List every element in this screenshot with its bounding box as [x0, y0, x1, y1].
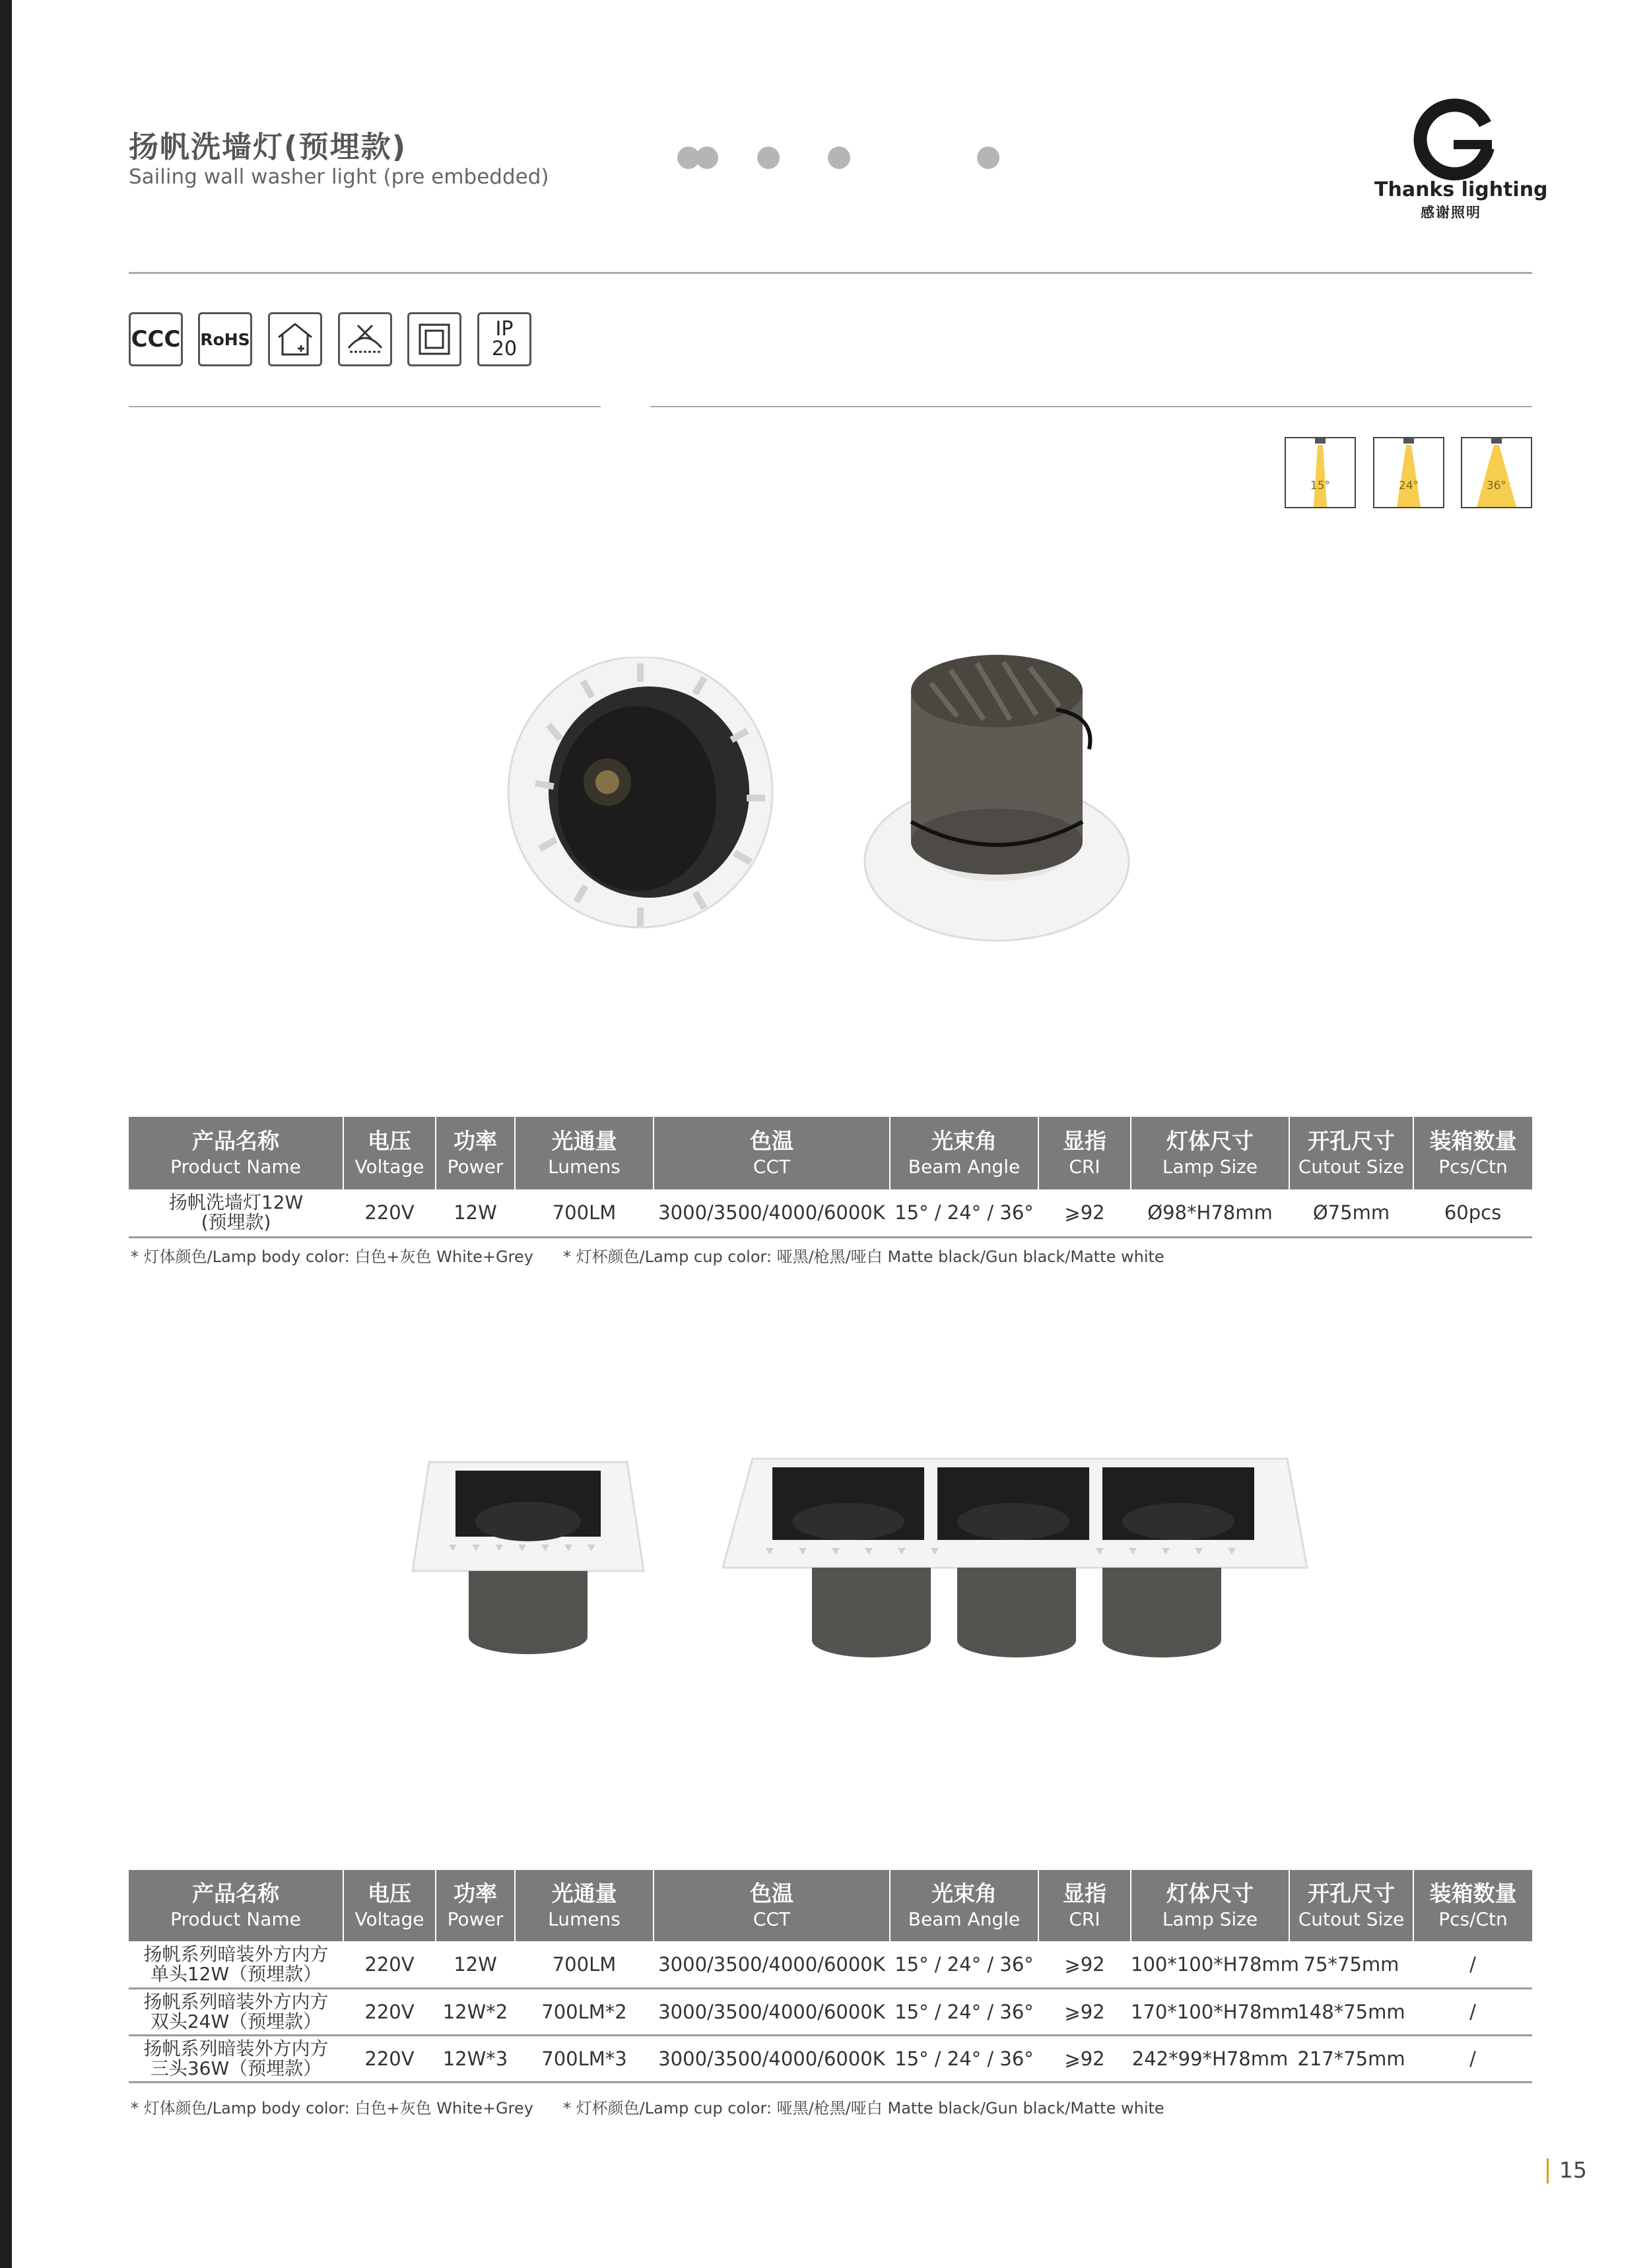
header-product-name: 产品名称 Product Name	[129, 1870, 343, 1941]
cell-power: 12W*3	[436, 2035, 515, 2082]
square-single-light-image	[409, 1459, 647, 1663]
cell-lamp-size: 100*100*H78mm	[1131, 1941, 1289, 1988]
logo-g-icon	[1360, 98, 1545, 183]
cell-cutout-size: 75*75mm	[1289, 1941, 1413, 1988]
page-number-accent	[1547, 2158, 1549, 2184]
header-product-name: 产品名称 Product Name	[129, 1117, 343, 1189]
cell-power: 12W*2	[436, 1988, 515, 2035]
cell-cri: ⩾92	[1038, 2035, 1131, 2082]
cell-cutout-size: 217*75mm	[1289, 2035, 1413, 2082]
header-pcs-ctn: 装箱数量 Pcs/Ctn	[1413, 1870, 1532, 1941]
dot	[696, 147, 718, 169]
cell-beam-angle: 15° / 24° / 36°	[890, 1988, 1038, 2035]
spec-table-1	[129, 1117, 1532, 1238]
cell-beam-angle: 15° / 24° / 36°	[890, 1941, 1038, 1988]
table1-body-color-note: * 灯体颜色/Lamp body color: 白色+灰色 White+Grey	[131, 1248, 533, 1266]
right-divider	[650, 406, 1532, 407]
cell-cct: 3000/3500/4000/6000K	[654, 1988, 890, 2035]
page-number: 15	[1559, 2157, 1587, 2183]
dot	[977, 147, 999, 169]
header-cct: 色温 CCT	[654, 1117, 890, 1189]
cell-power: 12W	[436, 1189, 515, 1237]
cell-product-name: 扬帆系列暗装外方内方 三头36W（预埋款）	[129, 2035, 343, 2082]
header-lumens: 光通量 Lumens	[515, 1117, 654, 1189]
header-power: 功率 Power	[436, 1117, 515, 1189]
cell-pcs-ctn: 60pcs	[1413, 1189, 1532, 1237]
beam-angle-label: 15°	[1310, 479, 1331, 492]
left-edge-bar	[0, 0, 12, 2268]
header-cutout-size: 开孔尺寸 Cutout Size	[1289, 1870, 1413, 1941]
cell-lamp-size: 170*100*H78mm	[1131, 1988, 1289, 2035]
beam-angle-label: 36°	[1486, 479, 1507, 492]
cell-lumens: 700LM*2	[515, 1988, 654, 2035]
ccc-label: CCC	[131, 326, 181, 352]
cell-voltage: 220V	[343, 1941, 436, 1988]
header-voltage: 电压 Voltage	[343, 1870, 436, 1941]
cell-power: 12W	[436, 1941, 515, 1988]
header-voltage: 电压 Voltage	[343, 1117, 436, 1189]
cell-product-name: 扬帆系列暗装外方内方 双头24W（预埋款）	[129, 1988, 343, 2035]
header-cutout-size: 开孔尺寸 Cutout Size	[1289, 1117, 1413, 1189]
logo-text-zh: 感谢照明	[1421, 205, 1481, 220]
table2-cup-color-note: * 灯杯颜色/Lamp cup color: 哑黑/枪黑/哑白 Matte black/Gun black/Matte white	[563, 2099, 1164, 2118]
table-row	[129, 1988, 1532, 2035]
cell-cutout-size: Ø75mm	[1289, 1189, 1413, 1237]
table-row	[129, 1941, 1532, 1988]
cell-lumens: 700LM*3	[515, 2035, 654, 2082]
spec-table-2	[129, 1870, 1532, 2083]
page-title-en: Sailing wall washer light (pre embedded)	[129, 165, 549, 189]
left-divider	[129, 406, 601, 407]
no-insulation-cover-icon	[338, 312, 392, 366]
header-cri: 显指 CRI	[1038, 1870, 1131, 1941]
ip-label: IP	[495, 317, 514, 341]
dot	[828, 147, 850, 169]
header-beam-angle: 光束角 Beam Angle	[890, 1117, 1038, 1189]
round-light-back-image	[858, 644, 1135, 954]
header-cri: 显指 CRI	[1038, 1117, 1131, 1189]
header-cct: 色温 CCT	[654, 1870, 890, 1941]
cell-cct: 3000/3500/4000/6000K	[654, 2035, 890, 2082]
header-lamp-size: 灯体尺寸 Lamp Size	[1131, 1117, 1289, 1189]
header-power: 功率 Power	[436, 1870, 515, 1941]
cell-lamp-size: 242*99*H78mm	[1131, 2035, 1289, 2082]
cell-product-name: 扬帆洗墙灯12W (预埋款)	[129, 1189, 343, 1237]
cell-product-name: 扬帆系列暗装外方内方 单头12W（预埋款）	[129, 1941, 343, 1988]
dot	[757, 147, 780, 169]
cell-voltage: 220V	[343, 1189, 436, 1237]
beam-angle-15-icon	[1285, 437, 1356, 508]
square-triple-light-image	[720, 1455, 1314, 1673]
header-lamp-size: 灯体尺寸 Lamp Size	[1131, 1870, 1289, 1941]
cell-beam-angle: 15° / 24° / 36°	[890, 1189, 1038, 1237]
table-row	[129, 2035, 1532, 2082]
ip-value: 20	[491, 337, 518, 360]
logo-text-en: Thanks lighting	[1374, 178, 1548, 201]
table-header-row	[129, 1117, 1532, 1189]
rohs-cert-icon	[198, 312, 252, 366]
table-row	[129, 1189, 1532, 1237]
cell-cct: 3000/3500/4000/6000K	[654, 1189, 890, 1237]
beam-angle-24-icon	[1373, 437, 1444, 508]
cell-cutout-size: 148*75mm	[1289, 1988, 1413, 2035]
cell-cri: ⩾92	[1038, 1941, 1131, 1988]
ip20-rating-icon	[477, 312, 531, 366]
cell-lumens: 700LM	[515, 1189, 654, 1237]
header-divider	[129, 272, 1532, 274]
cell-voltage: 220V	[343, 1988, 436, 2035]
beam-angle-36-icon	[1461, 437, 1532, 508]
indoor-use-icon	[268, 312, 322, 366]
header-beam-angle: 光束角 Beam Angle	[890, 1870, 1038, 1941]
beam-angle-label: 24°	[1398, 479, 1419, 492]
cell-beam-angle: 15° / 24° / 36°	[890, 2035, 1038, 2082]
cell-cct: 3000/3500/4000/6000K	[654, 1941, 890, 1988]
cell-voltage: 220V	[343, 2035, 436, 2082]
table2-body-color-note: * 灯体颜色/Lamp body color: 白色+灰色 White+Grey	[131, 2099, 533, 2118]
header-lumens: 光通量 Lumens	[515, 1870, 654, 1941]
table1-cup-color-note: * 灯杯颜色/Lamp cup color: 哑黑/枪黑/哑白 Matte black/Gun black/Matte white	[563, 1248, 1164, 1266]
cell-cri: ⩾92	[1038, 1189, 1131, 1237]
cell-lamp-size: Ø98*H78mm	[1131, 1189, 1289, 1237]
header-pcs-ctn: 装箱数量 Pcs/Ctn	[1413, 1117, 1532, 1189]
table-header-row	[129, 1870, 1532, 1941]
ccc-cert-icon	[129, 312, 183, 366]
cell-pcs-ctn: /	[1413, 1988, 1532, 2035]
page-title-zh: 扬帆洗墙灯(预埋款)	[129, 129, 407, 164]
cell-lumens: 700LM	[515, 1941, 654, 1988]
round-light-front-image	[498, 657, 789, 947]
rohs-label: RoHS	[200, 329, 250, 349]
decorative-dots	[673, 147, 1003, 173]
cell-cri: ⩾92	[1038, 1988, 1131, 2035]
class-ii-double-square-icon	[407, 312, 461, 366]
cell-pcs-ctn: /	[1413, 1941, 1532, 1988]
cell-pcs-ctn: /	[1413, 2035, 1532, 2082]
